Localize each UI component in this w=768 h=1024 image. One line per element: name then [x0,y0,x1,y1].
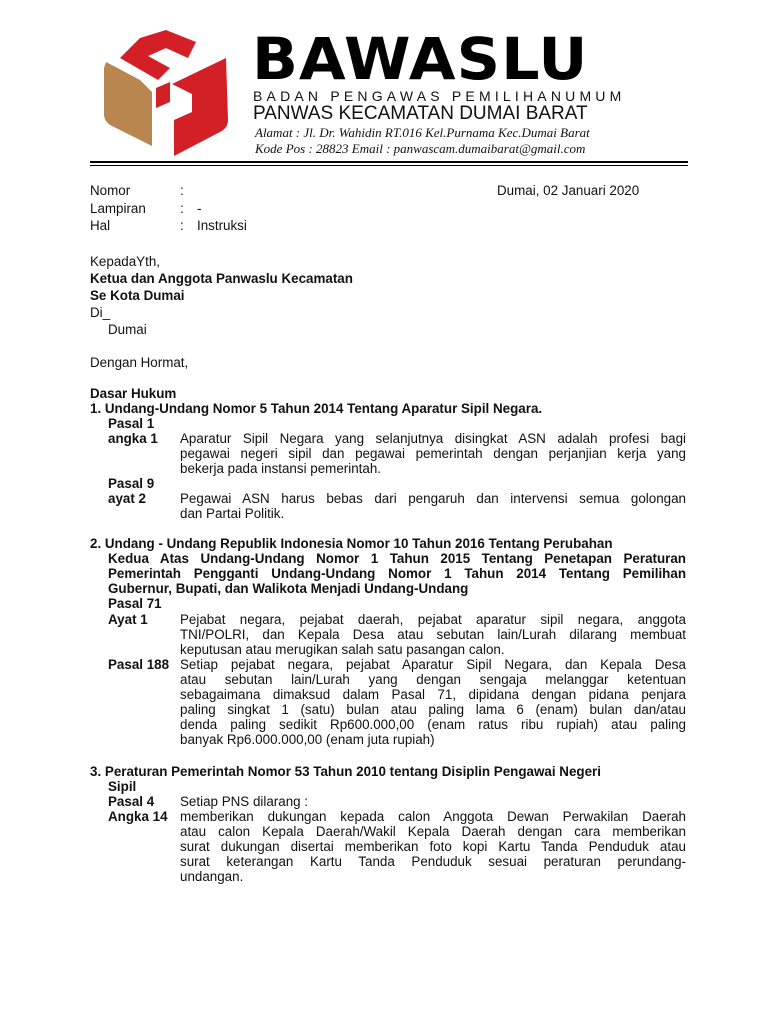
item1-ayat2-label: ayat 2 [108,491,146,506]
text-line: pegawai negeri sipil dan pegawai pemerintah dengan perjanjian kerja yang [180,446,686,461]
text-line: sebagaimana dimaksud dalam Pasal 71, dipidana dengan pidana penjara [180,687,686,702]
logo-gold-wing [104,62,152,146]
text-line: denda paling sedikit Rp600.000,00 (enam ratus ribu rupiah) atau paling [180,717,686,732]
hal-label: Hal [90,218,111,233]
text-line: memberikan dukungan kepada calon Anggota Dewan Perwakilan Daerah [180,809,686,824]
text-line: Kedua Atas Undang-Undang Nomor 1 Tahun 2015 Tentang Penetapan Peraturan [108,551,686,566]
item2-pasal188-text [180,657,686,747]
item1-pasal1-label: Pasal 1 [108,416,155,431]
lampiran-value: - [197,201,202,216]
letterhead-postal: Kode Pos : 28823 Email : panwascam.dumaibarat@gmail.com [255,141,586,156]
text-line: Aparatur Sipil Negara yang selanjutnya disingkat ASN adalah profesi bagi [180,431,686,446]
text-line: keputusan atau merugikan salah satu pasangan calon. [180,642,505,657]
item3-title-line2: Sipil [108,779,137,794]
text-line: TNI/POLRI, dan Kepala Desa atau sebutan lain/Lurah dilarang membuat [180,627,686,642]
letterhead-address: Alamat : Jl. Dr. Wahidin RT.016 Kel.Purnama Kec.Dumai Barat [255,125,590,140]
lampiran-label: Lampiran [90,201,146,216]
text-line: Pemerintah Pengganti Undang-Undang Nomor 1 Tahun 2014 Tentang Pemilihan [108,566,686,581]
letterhead-title: BAWASLU [252,25,589,93]
item2-title-line1: 2. Undang - Undang Republik Indonesia Nomor 10 Tahun 2016 Tentang Perubahan [90,536,613,551]
logo-red-cap [120,30,196,80]
text-line: banyak Rp6.000.000,00 (enam juta rupiah) [180,732,435,747]
letterhead-rule-thin [90,165,688,166]
recipient-di: Di_ [90,305,111,320]
text-line: atau calon Kepala Daerah/Wakil Kepala Daerah dengan cara memberikan [180,824,686,839]
item1-angka1-text [180,431,686,476]
item2-title-rest [108,551,686,596]
recipient-city: Dumai [108,322,147,337]
text-line: Pejabat negara, pejabat daerah, pejabat aparatur sipil negara, anggota [180,612,686,627]
item2-pasal71-label: Pasal 71 [108,596,162,611]
item3-pasal4-label: Pasal 4 [108,794,155,809]
item2-ayat1-label: Ayat 1 [108,612,148,627]
recipient-salutation: KepadaYth, [90,254,160,269]
item1-angka1-label: angka 1 [108,431,158,446]
item2-pasal188-label: Pasal 188 [108,657,170,672]
logo-red-block [156,82,170,108]
nomor-label: Nomor [90,183,131,198]
text-line: atau sebutan lain/Lurah yang dengan sengaja melanggar ketentuan [180,672,686,687]
nomor-colon: : [180,183,184,198]
item1-pasal9-label: Pasal 9 [108,476,155,491]
item1-ayat2-text [180,491,686,521]
letterhead-agency: BADAN PENGAWAS PEMILIHANUMUM [253,88,626,104]
text-line: bekerja pada instansi pemerintah. [180,461,381,476]
dasar-hukum-heading: Dasar Hukum [90,386,177,401]
item3-angka14-label: Angka 14 [108,809,168,824]
hal-value: Instruksi [197,218,247,233]
recipient-line1: Ketua dan Anggota Panwaslu Kecamatan [90,271,353,286]
item2-ayat1-text [180,612,686,657]
hal-colon: : [180,218,184,233]
item1-title: 1. Undang-Undang Nomor 5 Tahun 2014 Tentang Aparatur Sipil Negara. [90,401,543,416]
logo-red-wing [172,58,228,156]
text-line: dan Partai Politik. [180,506,285,521]
letterhead-rule-thick [90,161,688,163]
text-line: surat keterangan Kartu Tanda Penduduk sesuai peraturan perundang- [180,854,686,869]
recipient-line2: Se Kota Dumai [90,288,185,303]
item3-angka14-text [180,809,686,884]
item3-title-line1: 3. Peraturan Pemerintah Nomor 53 Tahun 2010 tentang Disiplin Pengawai Negeri [90,764,601,779]
text-line: undangan. [180,869,244,884]
greeting: Dengan Hormat, [90,355,189,370]
bawaslu-logo [100,28,232,160]
lampiran-colon: : [180,201,184,216]
letter-date: Dumai, 02 Januari 2020 [497,183,640,198]
text-line: Pegawai ASN harus bebas dari pengaruh dan intervensi semua golongan [180,491,686,506]
text-line: Gubernur, Bupati, dan Walikota Menjadi Undang-Undang [108,581,469,596]
text-line: paling singkat 1 (satu) bulan atau paling lama 6 (enam) bulan dan/atau [180,702,686,717]
letterhead-office: PANWAS KECAMATAN DUMAI BARAT [253,103,588,124]
text-line: Setiap pejabat negara, pejabat Aparatur Sipil Negara, dan Kepala Desa [180,657,686,672]
text-line: surat dukungan disertai memberikan foto kopi Kartu Tanda Penduduk atau [180,839,686,854]
item3-pasal4-text: Setiap PNS dilarang : [180,794,309,809]
